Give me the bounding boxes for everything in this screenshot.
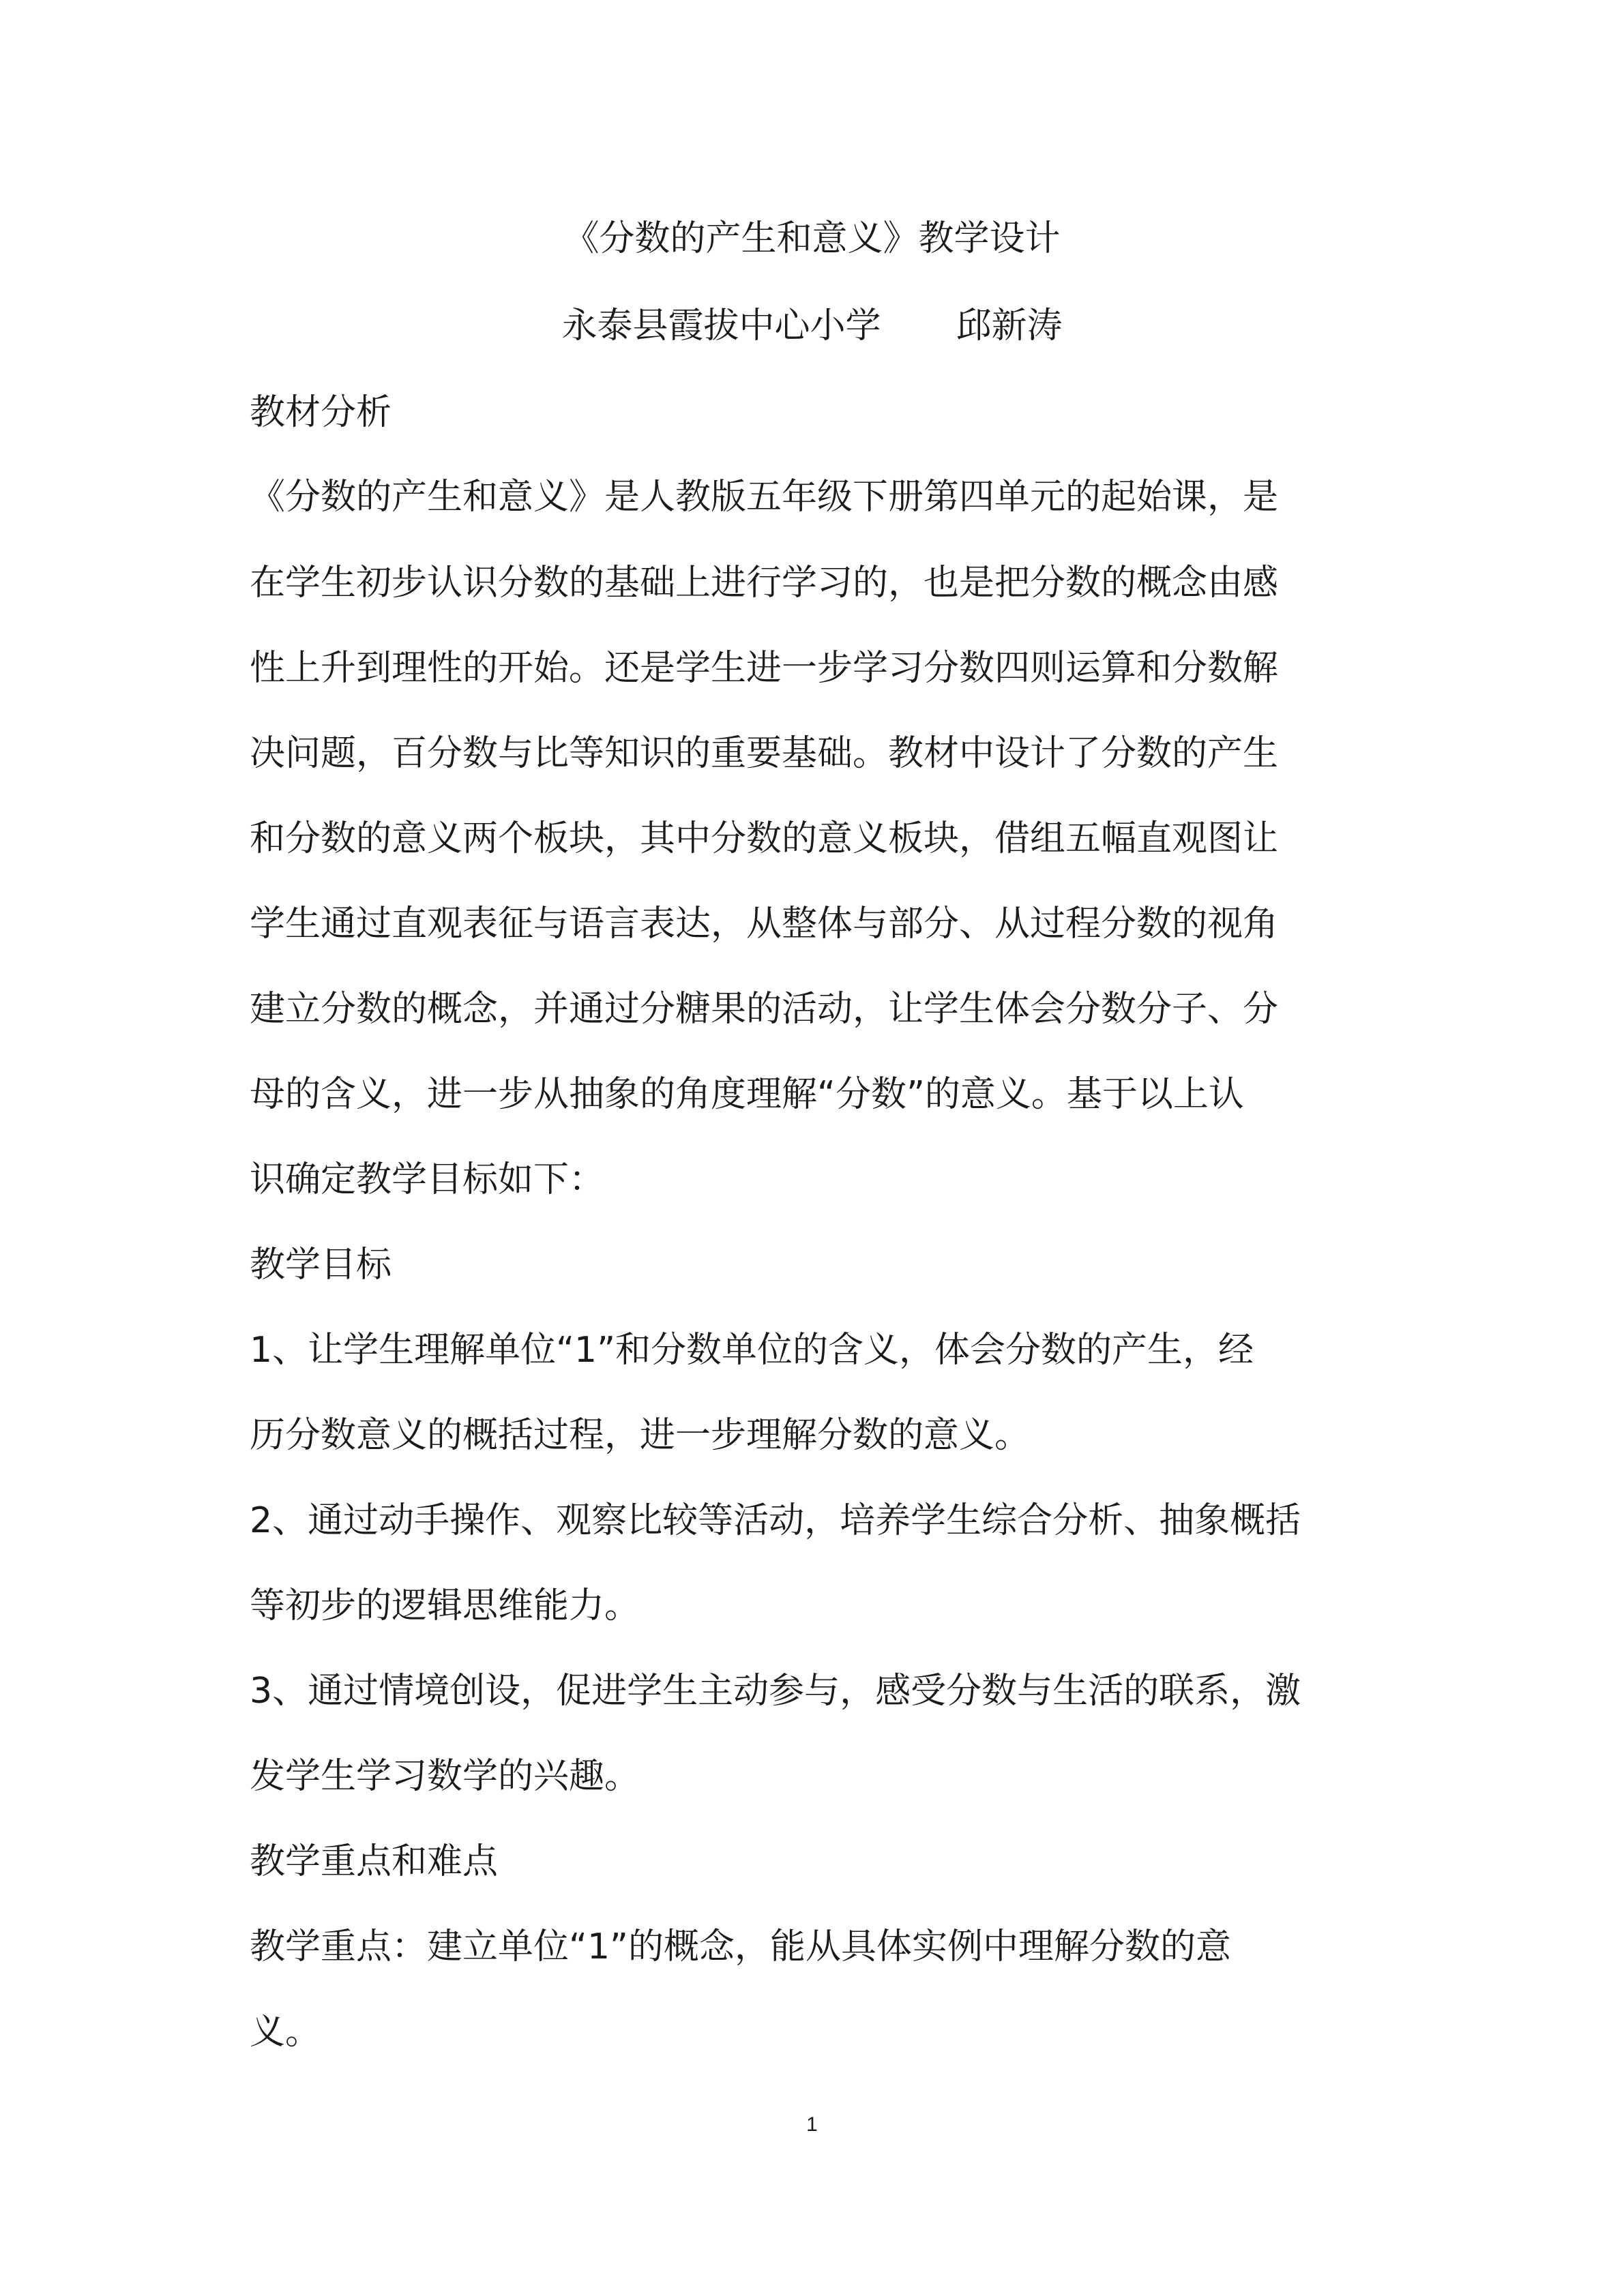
paragraph-line: 《分数的产生和意义》是人教版五年级下册第四单元的起始课，是 xyxy=(250,477,1279,518)
paragraph-line: 性上升到理性的开始。还是学生进一步学习分数四则运算和分数解 xyxy=(250,648,1279,689)
paragraph-line: 母的含义，进一步从抽象的角度理解“分数”的意义。基于以上认 xyxy=(250,1074,1244,1115)
section-heading-material-analysis: 教材分析 xyxy=(250,392,392,433)
paragraph-line: 建立分数的概念，并通过分糖果的活动，让学生体会分数分子、分 xyxy=(250,989,1279,1030)
paragraph-line: 决问题，百分数与比等知识的重要基础。教材中设计了分数的产生 xyxy=(250,733,1279,774)
document-title: 《分数的产生和意义》教学设计 xyxy=(563,218,1061,259)
section-heading-key-points: 教学重点和难点 xyxy=(250,1841,499,1882)
list-item-line: 发学生学习数学的兴趣。 xyxy=(250,1756,640,1797)
page-number: 1 xyxy=(806,2113,818,2136)
paragraph-line: 教学重点：建立单位“1”的概念，能从具体实例中理解分数的意 xyxy=(250,1926,1231,1967)
list-item-line: 等初步的逻辑思维能力。 xyxy=(250,1585,640,1626)
list-item-line: 2、通过动手操作、观察比较等活动，培养学生综合分析、抽象概括 xyxy=(250,1500,1301,1541)
paragraph-line: 和分数的意义两个板块，其中分数的意义板块，借组五幅直观图让 xyxy=(250,818,1279,859)
list-item-line: 1、让学生理解单位“1”和分数单位的含义，体会分数的产生，经 xyxy=(250,1330,1254,1371)
list-item-line: 历分数意义的概括过程，进一步理解分数的意义。 xyxy=(250,1415,1031,1456)
section-heading-teaching-goals: 教学目标 xyxy=(250,1244,392,1285)
paragraph-line: 在学生初步认识分数的基础上进行学习的，也是把分数的概念由感 xyxy=(250,563,1279,603)
school-name: 永泰县霞拔中心小学 xyxy=(561,305,881,346)
author-line xyxy=(0,304,1624,348)
paragraph-line: 义。 xyxy=(250,2012,321,2053)
paragraph-line: 学生通过直观表征与语言表达，从整体与部分、从过程分数的视角 xyxy=(250,904,1279,944)
list-item-line: 3、通过情境创设，促进学生主动参与，感受分数与生活的联系，激 xyxy=(250,1671,1301,1712)
author-name: 邱新涛 xyxy=(956,305,1063,346)
paragraph-line: 识确定教学目标如下： xyxy=(250,1159,605,1200)
